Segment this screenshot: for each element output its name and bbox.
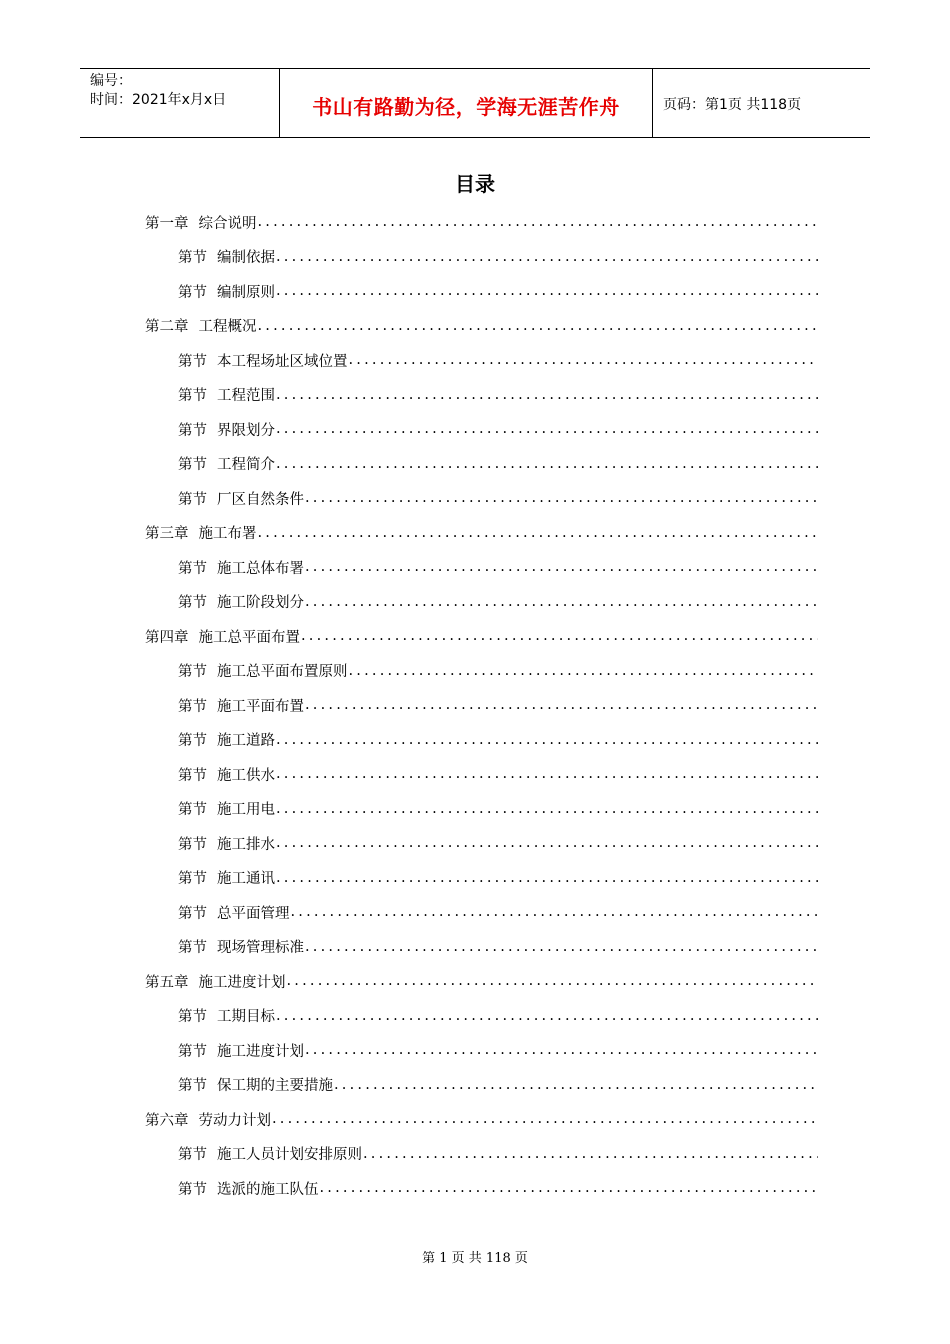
toc-section-entry[interactable] (145, 895, 818, 930)
toc-entry-number: 第节 (178, 905, 207, 922)
toc-dot-leader (276, 870, 818, 886)
toc-section-entry[interactable] (145, 792, 818, 827)
toc-entry-title: 总平面管理 (217, 905, 290, 922)
toc-dot-leader (349, 663, 819, 679)
document-number-label: 编号： (90, 73, 132, 89)
toc-chapter-entry[interactable] (145, 964, 818, 999)
toc-entry-number: 第节 (178, 284, 207, 301)
toc-dot-leader (276, 835, 818, 851)
toc-dot-leader (320, 1180, 819, 1196)
toc-entry-number: 第节 (178, 422, 207, 439)
header-page-info: 页码：第1页 共118页 (663, 97, 802, 113)
toc-entry-number: 第节 (178, 491, 207, 508)
toc-section-entry[interactable] (145, 1171, 818, 1206)
toc-section-entry[interactable] (145, 688, 818, 723)
toc-entry-title: 工期目标 (217, 1009, 275, 1026)
toc-section-entry[interactable] (145, 274, 818, 309)
toc-entry-title: 厂区自然条件 (217, 491, 304, 508)
toc-entry-number: 第二章 (145, 319, 189, 336)
toc-entry-title: 施工人员计划安排原则 (217, 1147, 362, 1164)
toc-entry-number: 第节 (178, 698, 207, 715)
toc-entry-number: 第节 (178, 871, 207, 888)
toc-chapter-entry[interactable] (145, 619, 818, 654)
toc-section-entry[interactable] (145, 1033, 818, 1068)
toc-dot-leader (305, 490, 818, 506)
toc-entry-title: 施工通讯 (217, 871, 275, 888)
toc-section-entry[interactable] (145, 930, 818, 965)
toc-dot-leader (258, 214, 819, 230)
toc-chapter-entry[interactable] (145, 205, 818, 240)
toc-entry-title: 工程简介 (217, 457, 275, 474)
toc-entry-number: 第节 (178, 664, 207, 681)
toc-dot-leader (276, 1008, 818, 1024)
toc-entry-title: 施工总体布署 (217, 560, 304, 577)
toc-dot-leader (305, 559, 818, 575)
toc-entry-number: 第节 (178, 1078, 207, 1095)
toc-dot-leader (334, 1077, 818, 1093)
toc-entry-number: 第一章 (145, 215, 189, 232)
toc-section-entry[interactable] (145, 550, 818, 585)
toc-entry-title: 施工供水 (217, 767, 275, 784)
toc-entry-title: 施工总平面布置 (198, 629, 300, 646)
toc-entry-title: 施工进度计划 (217, 1043, 304, 1060)
toc-entry-number: 第节 (178, 1181, 207, 1198)
toc-entry-title: 施工排水 (217, 836, 275, 853)
toc-section-entry[interactable] (145, 826, 818, 861)
toc-entry-number: 第节 (178, 353, 207, 370)
page-footer: 第 1 页 共 118 页 (422, 1251, 528, 1266)
toc-section-entry[interactable] (145, 1068, 818, 1103)
toc-dot-leader (363, 1146, 818, 1162)
toc-entry-title: 选派的施工队伍 (217, 1181, 319, 1198)
toc-section-entry[interactable] (145, 723, 818, 758)
toc-dot-leader (258, 318, 819, 334)
toc-entry-number: 第节 (178, 1147, 207, 1164)
toc-section-entry[interactable] (145, 240, 818, 275)
toc-chapter-entry[interactable] (145, 309, 818, 344)
toc-entry-number: 第节 (178, 836, 207, 853)
toc-dot-leader (276, 456, 818, 472)
toc-entry-title: 施工阶段划分 (217, 595, 304, 612)
toc-dot-leader (276, 249, 818, 265)
toc-entry-number: 第节 (178, 767, 207, 784)
toc-section-entry[interactable] (145, 447, 818, 482)
toc-title: 目录 (455, 172, 495, 196)
toc-dot-leader (305, 939, 818, 955)
toc-entry-title: 综合说明 (198, 215, 257, 232)
toc-entry-number: 第节 (178, 733, 207, 750)
toc-dot-leader (276, 766, 818, 782)
toc-section-entry[interactable] (145, 378, 818, 413)
toc-dot-leader (349, 352, 819, 368)
toc-entry-title: 现场管理标准 (217, 940, 304, 957)
toc-dot-leader (276, 421, 818, 437)
toc-entry-number: 第节 (178, 560, 207, 577)
toc-entry-number: 第节 (178, 802, 207, 819)
toc-dot-leader (276, 387, 818, 403)
toc-section-entry[interactable] (145, 654, 818, 689)
toc-section-entry[interactable] (145, 585, 818, 620)
toc-section-entry[interactable] (145, 343, 818, 378)
header-motto: 书山有路勤为径，学海无涯苦作舟 (280, 69, 653, 137)
toc-section-entry[interactable] (145, 757, 818, 792)
toc-entry-number: 第节 (178, 940, 207, 957)
toc-dot-leader (276, 732, 818, 748)
toc-entry-number: 第四章 (145, 629, 189, 646)
toc-entry-title: 施工总平面布置原则 (217, 664, 348, 681)
toc-dot-leader (287, 973, 819, 989)
toc-entry-number: 第节 (178, 1009, 207, 1026)
toc-dot-leader (276, 283, 818, 299)
toc-dot-leader (291, 904, 819, 920)
toc-entry-title: 施工道路 (217, 733, 275, 750)
toc-section-entry[interactable] (145, 999, 818, 1034)
toc-entry-title: 施工进度计划 (198, 974, 286, 991)
toc-entry-number: 第六章 (145, 1112, 189, 1129)
toc-section-entry[interactable] (145, 1137, 818, 1172)
toc-dot-leader (276, 801, 818, 817)
toc-entry-number: 第节 (178, 595, 207, 612)
toc-section-entry[interactable] (145, 412, 818, 447)
toc-entry-title: 编制依据 (217, 250, 275, 267)
page-header (80, 68, 870, 138)
toc-entry-title: 劳动力计划 (198, 1112, 271, 1129)
toc-section-entry[interactable] (145, 861, 818, 896)
toc-entry-number: 第节 (178, 388, 207, 405)
toc-dot-leader (258, 525, 819, 541)
toc-dot-leader (305, 697, 818, 713)
toc-entry-title: 工程概况 (198, 319, 257, 336)
toc-entry-title: 界限划分 (217, 422, 275, 439)
table-of-contents (145, 205, 818, 1206)
toc-entry-number: 第节 (178, 457, 207, 474)
toc-entry-title: 编制原则 (217, 284, 275, 301)
toc-dot-leader (305, 1042, 818, 1058)
toc-dot-leader (301, 628, 818, 644)
toc-entry-title: 施工平面布置 (217, 698, 304, 715)
toc-entry-number: 第节 (178, 1043, 207, 1060)
toc-section-entry[interactable] (145, 481, 818, 516)
toc-dot-leader (305, 594, 818, 610)
toc-entry-number: 第五章 (145, 974, 189, 991)
toc-entry-title: 保工期的主要措施 (217, 1078, 333, 1095)
toc-entry-title: 工程范围 (217, 388, 275, 405)
toc-dot-leader (272, 1111, 818, 1127)
header-meta (80, 69, 280, 137)
toc-entry-number: 第节 (178, 250, 207, 267)
toc-entry-number: 第三章 (145, 526, 189, 543)
toc-chapter-entry[interactable] (145, 516, 818, 551)
toc-entry-title: 施工布署 (198, 526, 257, 543)
document-time-label: 时间：2021年x月x日 (90, 92, 227, 108)
toc-chapter-entry[interactable] (145, 1102, 818, 1137)
toc-entry-title: 本工程场址区域位置 (217, 353, 348, 370)
toc-entry-title: 施工用电 (217, 802, 275, 819)
